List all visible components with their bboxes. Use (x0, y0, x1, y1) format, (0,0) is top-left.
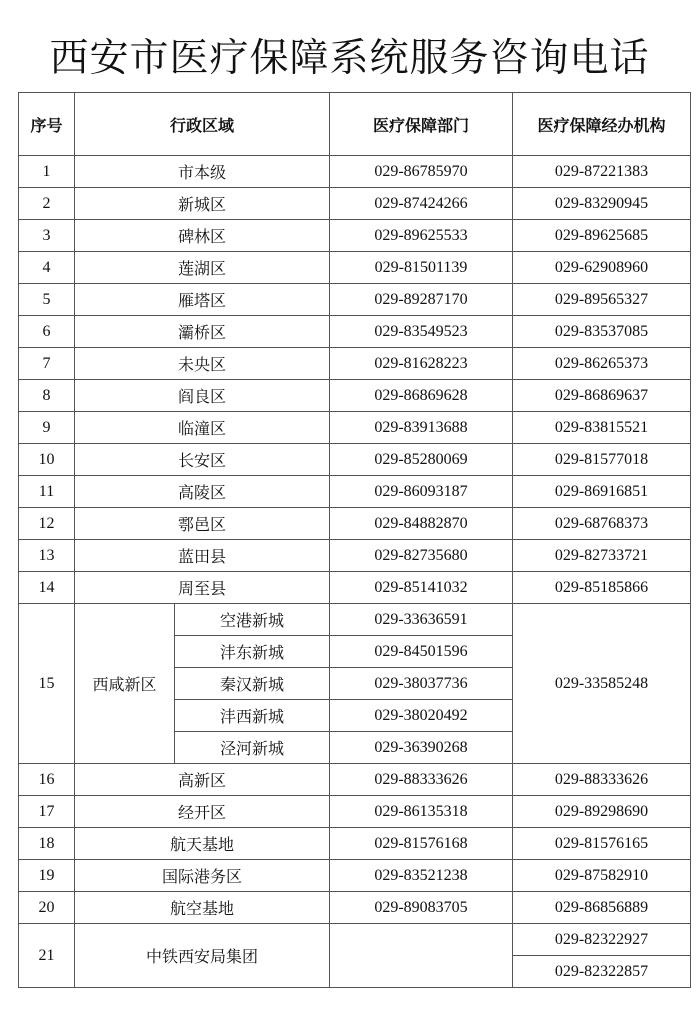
row-seq: 19 (19, 860, 75, 892)
row-dept-phone: 029-89625533 (330, 220, 513, 252)
row-agency-phone: 029-86856889 (513, 892, 691, 924)
row-dept-phone: 029-81501139 (330, 252, 513, 284)
header-agency: 医疗保障经办机构 (513, 93, 691, 156)
row-seq: 16 (19, 764, 75, 796)
row-dept-phone: 029-86869628 (330, 380, 513, 412)
row-dept-phone: 029-83549523 (330, 316, 513, 348)
row-agency-phone: 029-88333626 (513, 764, 691, 796)
row-dept-phone: 029-86093187 (330, 476, 513, 508)
row-agency-phone: 029-86916851 (513, 476, 691, 508)
row-agency-phone: 029-83290945 (513, 188, 691, 220)
row-dept-phone: 029-83521238 (330, 860, 513, 892)
row-district: 周至县 (75, 572, 330, 604)
row-agency-phone: 029-83537085 (513, 316, 691, 348)
table-row (19, 476, 691, 508)
row-dept-phone: 029-85280069 (330, 444, 513, 476)
row-agency-phone: 029-83815521 (513, 412, 691, 444)
header-dept: 医疗保障部门 (330, 93, 513, 156)
row-district: 国际港务区 (75, 860, 330, 892)
table-row (19, 412, 691, 444)
row-agency-phone: 029-89565327 (513, 284, 691, 316)
row-district: 新城区 (75, 188, 330, 220)
row-district: 高新区 (75, 764, 330, 796)
contact-table (18, 92, 691, 988)
row-district: 长安区 (75, 444, 330, 476)
row-district: 经开区 (75, 796, 330, 828)
row-dept-phone: 029-85141032 (330, 572, 513, 604)
row-agency-phone: 029-82322927 (513, 924, 691, 956)
row-agency-phone: 029-89298690 (513, 796, 691, 828)
row-agency-phone: 029-87221383 (513, 156, 691, 188)
row-seq: 6 (19, 316, 75, 348)
row-dept-phone: 029-81576168 (330, 828, 513, 860)
table-row (19, 380, 691, 412)
row-seq: 13 (19, 540, 75, 572)
row-agency-phone: 029-81577018 (513, 444, 691, 476)
page-title: 西安市医疗保障系统服务咨询电话 (49, 36, 650, 81)
table-row (19, 284, 691, 316)
table-row-last (19, 924, 691, 956)
row-seq: 18 (19, 828, 75, 860)
row-seq: 14 (19, 572, 75, 604)
row-seq: 1 (19, 156, 75, 188)
sub-dept-phone: 029-36390268 (330, 732, 513, 764)
table-body (19, 156, 691, 988)
row-district: 鄠邑区 (75, 508, 330, 540)
table-row (19, 252, 691, 284)
row-seq: 8 (19, 380, 75, 412)
table-row (19, 572, 691, 604)
row-dept-phone: 029-89287170 (330, 284, 513, 316)
table-row (19, 828, 691, 860)
sub-district: 泾河新城 (175, 732, 330, 764)
row-district: 航天基地 (75, 828, 330, 860)
row-seq: 7 (19, 348, 75, 380)
row-agency-phone: 029-86869637 (513, 380, 691, 412)
table-header-row (19, 93, 691, 156)
sub-district: 沣东新城 (175, 636, 330, 668)
row-agency-phone: 029-68768373 (513, 508, 691, 540)
sub-dept-phone: 029-38020492 (330, 700, 513, 732)
row-dept-phone: 029-82735680 (330, 540, 513, 572)
row-dept-phone: 029-88333626 (330, 764, 513, 796)
row-dept-phone: 029-83913688 (330, 412, 513, 444)
row-seq: 9 (19, 412, 75, 444)
row-seq: 11 (19, 476, 75, 508)
row-district: 高陵区 (75, 476, 330, 508)
row-agency-phone: 029-86265373 (513, 348, 691, 380)
row-district: 蓝田县 (75, 540, 330, 572)
table-row (19, 444, 691, 476)
row-seq: 17 (19, 796, 75, 828)
row-district: 未央区 (75, 348, 330, 380)
table-row (19, 220, 691, 252)
row-agency-phone: 029-62908960 (513, 252, 691, 284)
row-district: 阎良区 (75, 380, 330, 412)
sub-district: 秦汉新城 (175, 668, 330, 700)
row-dept-phone: 029-86135318 (330, 796, 513, 828)
table-row (19, 188, 691, 220)
row-district: 中铁西安局集团 (75, 924, 330, 988)
row-district: 碑林区 (75, 220, 330, 252)
header-district: 行政区域 (75, 93, 330, 156)
row-seq: 5 (19, 284, 75, 316)
sub-dept-phone: 029-38037736 (330, 668, 513, 700)
row-agency-phone: 029-33585248 (513, 604, 691, 764)
row-agency-phone: 029-82733721 (513, 540, 691, 572)
row-seq: 21 (19, 924, 75, 988)
row-district: 莲湖区 (75, 252, 330, 284)
sub-dept-phone: 029-33636591 (330, 604, 513, 636)
table-row (19, 764, 691, 796)
row-seq: 10 (19, 444, 75, 476)
row-agency-phone: 029-82322857 (513, 956, 691, 988)
table-row-xixian (19, 604, 691, 636)
sub-district: 空港新城 (175, 604, 330, 636)
row-agency-phone: 029-85185866 (513, 572, 691, 604)
row-agency-phone: 029-87582910 (513, 860, 691, 892)
row-seq: 2 (19, 188, 75, 220)
row-dept-phone: 029-84882870 (330, 508, 513, 540)
row-district: 灞桥区 (75, 316, 330, 348)
table-row (19, 316, 691, 348)
row-dept-phone: 029-81628223 (330, 348, 513, 380)
table-row (19, 508, 691, 540)
sub-dept-phone: 029-84501596 (330, 636, 513, 668)
row-dept-phone: 029-86785970 (330, 156, 513, 188)
table-row (19, 860, 691, 892)
row-dept-phone: 029-87424266 (330, 188, 513, 220)
row-seq: 3 (19, 220, 75, 252)
table-row (19, 348, 691, 380)
table-row (19, 540, 691, 572)
row-dept-phone: 029-89083705 (330, 892, 513, 924)
row-district: 临潼区 (75, 412, 330, 444)
sub-district: 沣西新城 (175, 700, 330, 732)
table-row (19, 156, 691, 188)
row-seq: 15 (19, 604, 75, 764)
row-district-group: 西咸新区 (75, 604, 175, 764)
row-agency-phone: 029-81576165 (513, 828, 691, 860)
table-row (19, 892, 691, 924)
row-agency-phone: 029-89625685 (513, 220, 691, 252)
header-seq: 序号 (19, 93, 75, 156)
row-seq: 4 (19, 252, 75, 284)
row-district: 航空基地 (75, 892, 330, 924)
row-seq: 12 (19, 508, 75, 540)
row-district: 市本级 (75, 156, 330, 188)
table-row (19, 796, 691, 828)
row-seq: 20 (19, 892, 75, 924)
row-dept-phone-empty (330, 924, 513, 988)
row-district: 雁塔区 (75, 284, 330, 316)
